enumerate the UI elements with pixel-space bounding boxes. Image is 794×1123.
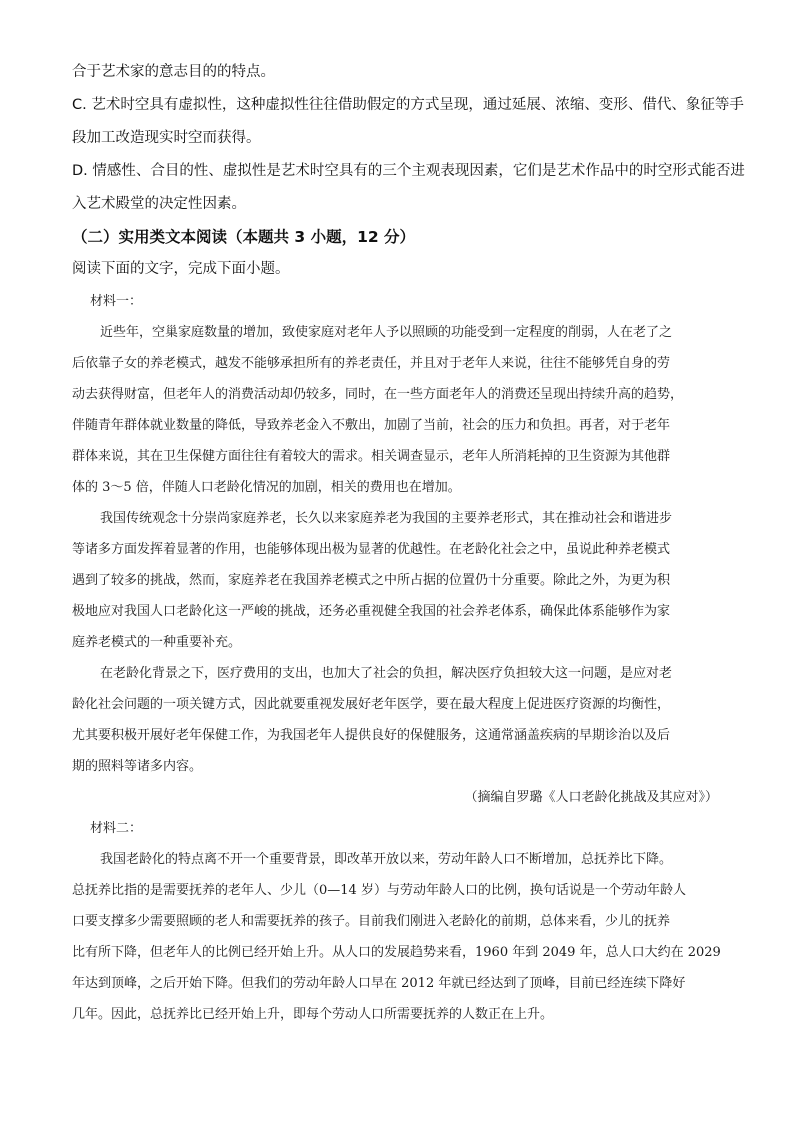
material-1-p2-line: 遇到了较多的挑战，然而，家庭养老在我国养老模式之中所占据的位置仍十分重要。除此之外，为更为积 xyxy=(72,573,671,588)
material-1-p1-line: 动去获得财富，但老年人的消费活动却仍较多，同时，在一些方面老年人的消费还呈现出持续升高的趋势， xyxy=(72,387,684,402)
material-1-p2-line: 等诸多方面发挥着显著的作用，也能够体现出极为显著的优越性。在老龄化社会之中，虽说此种养老模式 xyxy=(72,542,671,557)
material-1-p1-line: 伴随青年群体就业数量的降低，导致养老金入不敷出，加剧了当前，社会的压力和负担。再者，对于老年 xyxy=(72,418,671,433)
material-2-p1-line: 几年。因此，总抚养比已经开始上升，即每个劳动人口所需要抚养的人数正在上升。 xyxy=(72,1007,554,1022)
instruction-text: 阅读下面的文字，完成下面小题。 xyxy=(72,261,290,277)
option-c-line-2: 段加工改造现实时空而获得。 xyxy=(72,130,261,146)
material-2-p1-line: 我国老龄化的特点离不开一个重要背景，即改革开放以来，劳动年龄人口不断增加，总抚养比下降。 xyxy=(100,852,673,867)
material-2-p1-line: 年达到顶峰，之后开始下降。但我们的劳动年龄人口早在 2012 年就已经达到了顶峰，目前已经连续下降好 xyxy=(72,976,686,991)
material-2-label: 材料二： xyxy=(90,821,143,836)
material-1-p2-line: 庭养老模式的一种重要补充。 xyxy=(72,635,242,650)
option-d-line-2: 入艺术殿堂的决定性因素。 xyxy=(72,196,246,212)
option-c-line-1: C. 艺术时空具有虚拟性，这种虚拟性往往借助假定的方式呈现，通过延展、浓缩、变形、借代、象征等手 xyxy=(72,97,744,113)
material-2-p1-line: 口要支撑多少需要照顾的老人和需要抚养的孩子。目前我们刚进入老龄化的前期，总体来看，少儿的抚养 xyxy=(72,914,671,929)
document-page xyxy=(72,62,745,1036)
section-a-tail-text: 合于艺术家的意志目的的特点。 xyxy=(72,64,275,80)
material-1-p3-line: 在老龄化背景之下，医疗费用的支出，也加大了社会的负担，解决医疗负担较大这一问题，是应对老 xyxy=(100,666,673,681)
material-1-p2-line: 极地应对我国人口老龄化这一严峻的挑战，还务必重视健全我国的社会养老体系，确保此体系能够作为家 xyxy=(72,604,671,619)
material-1-p1-line: 近些年，空巢家庭数量的增加，致使家庭对老年人予以照顾的功能受到一定程度的削弱，人在老了之 xyxy=(100,325,673,340)
material-1-p2-line: 我国传统观念十分崇尚家庭养老，长久以来家庭养老为我国的主要养老形式，其在推动社会和谐进步 xyxy=(100,511,673,526)
material-1-source: （摘编自罗璐《人口老龄化挑战及其应对》） xyxy=(464,790,718,805)
material-1-p1-line: 体的 3～5 倍，伴随人口老龄化情况的加剧，相关的费用也在增加。 xyxy=(72,480,461,495)
material-1-p1-line: 群体来说，其在卫生保健方面往往有着较大的需求。相关调查显示，老年人所消耗掉的卫生资源为其他群 xyxy=(72,449,671,464)
option-d-line-1: D. 情感性、合目的性、虚拟性是艺术时空具有的三个主观表现因素，它们是艺术作品中的时空形式能否进 xyxy=(72,163,745,179)
section-heading: （二）实用类文本阅读（本题共 3 小题，12 分） xyxy=(72,228,416,246)
material-1-p3-line: 尤其要积极开展好老年保健工作，为我国老年人提供良好的保健服务，这通常涵盖疾病的早期诊治以及后 xyxy=(72,728,671,743)
material-1-p3-line: 期的照料等诸多内容。 xyxy=(72,759,203,774)
material-1-p1-line: 后依靠子女的养老模式，越发不能够承担所有的养老责任，并且对于老年人来说，往往不能够凭自身的劳 xyxy=(72,356,671,371)
material-1-label: 材料一： xyxy=(90,294,143,309)
material-1-p3-line: 龄化社会问题的一项关键方式，因此就要重视发展好老年医学，要在最大程度上促进医疗资源的均衡性， xyxy=(72,697,671,712)
material-2-p1-line: 比有所下降，但老年人的比例已经开始上升。从人口的发展趋势来看，1960 年到 2049 年，总人口大约在 2029 xyxy=(72,945,721,960)
material-2-p1-line: 总抚养比指的是需要抚养的老年人、少儿（0—14 岁）与劳动年龄人口的比例，换句话说是一个劳动年龄人 xyxy=(72,883,686,898)
